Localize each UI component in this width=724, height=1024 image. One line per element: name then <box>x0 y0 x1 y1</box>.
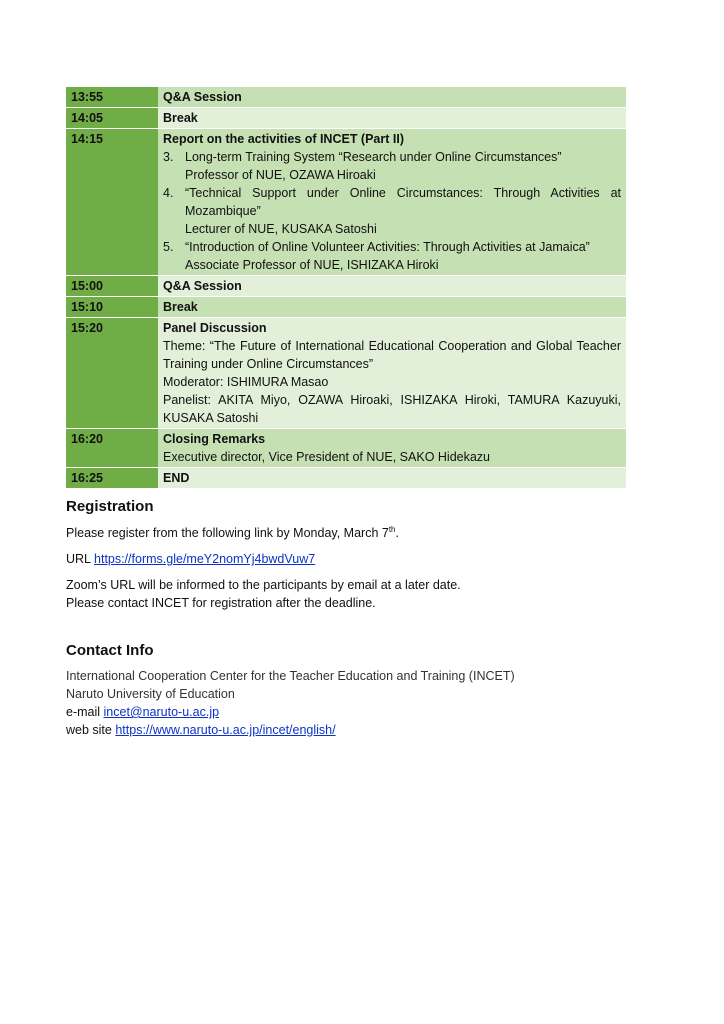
table-row <box>66 129 626 276</box>
table-row <box>66 429 626 468</box>
time-cell: 15:00 <box>66 276 158 297</box>
item-number: 5. <box>163 240 174 254</box>
item-title: Long-term Training System “Research under Online Circumstances” <box>185 150 562 164</box>
session-title: Closing Remarks <box>163 432 266 446</box>
session-cell <box>158 429 626 468</box>
email-label: e-mail <box>66 705 104 719</box>
registration-section <box>66 498 626 612</box>
table-row <box>66 87 626 108</box>
contact-university: Naruto University of Education <box>66 687 235 701</box>
url-label: URL <box>66 552 95 566</box>
session-detail: Executive director, Vice President of NUE, SAKO Hidekazu <box>163 450 491 464</box>
deadline-end: . <box>395 526 399 540</box>
item-speaker: Lecturer of NUE, KUSAKA Satoshi <box>185 222 377 236</box>
contact-section <box>66 642 626 739</box>
contact-email-line <box>66 703 626 721</box>
session-title: END <box>158 468 626 489</box>
list-item <box>163 184 621 238</box>
registration-url-line <box>66 550 626 568</box>
deadline-suffix: th <box>388 524 396 534</box>
item-number: 4. <box>163 186 174 200</box>
item-speaker: Professor of NUE, OZAWA Hiroaki <box>185 168 376 182</box>
table-row <box>66 276 626 297</box>
time-cell: 15:20 <box>66 318 158 429</box>
schedule-table <box>66 87 626 489</box>
session-cell <box>158 129 626 276</box>
contact-org: International Cooperation Center for the Teacher Education and Training (INCET) <box>66 669 515 683</box>
time-cell: 16:20 <box>66 429 158 468</box>
deadline-text: Please register from the following link by Monday, March 7 <box>66 526 389 540</box>
contact-heading: Contact Info <box>66 642 154 659</box>
session-title: Report on the activities of INCET (Part II) <box>163 132 404 146</box>
session-title: Q&A Session <box>158 276 626 297</box>
item-number: 3. <box>163 150 174 164</box>
item-title: “Technical Support under Online Circumstances: Through Activities at Mozambique” <box>185 186 621 218</box>
panel-moderator: Moderator: ISHIMURA Masao <box>163 375 329 389</box>
session-title: Panel Discussion <box>163 321 267 335</box>
session-title: Break <box>158 108 626 129</box>
session-cell <box>158 318 626 429</box>
registration-heading: Registration <box>66 498 154 515</box>
time-cell: 15:10 <box>66 297 158 318</box>
time-cell: 13:55 <box>66 87 158 108</box>
item-speaker: Associate Professor of NUE, ISHIZAKA Hiroki <box>185 258 439 272</box>
table-row <box>66 297 626 318</box>
zoom-note: Zoom’s URL will be informed to the participants by email at a later date. <box>66 578 461 592</box>
session-title: Q&A Session <box>158 87 626 108</box>
list-item <box>163 148 621 184</box>
deadline-note: Please contact INCET for registration after the deadline. <box>66 596 376 610</box>
list-item <box>163 238 621 274</box>
contact-web-line <box>66 721 626 739</box>
registration-link[interactable]: https://forms.gle/meY2nomYj4bwdVuw7 <box>94 552 316 566</box>
time-cell: 14:05 <box>66 108 158 129</box>
report-list <box>163 148 621 274</box>
item-title: “Introduction of Online Volunteer Activities: Through Activities at Jamaica” <box>185 240 590 254</box>
panel-panelists: Panelist: AKITA Miyo, OZAWA Hiroaki, ISHIZAKA Hiroki, TAMURA Kazuyuki, KUSAKA Satoshi <box>163 393 621 425</box>
table-row <box>66 468 626 489</box>
time-cell: 16:25 <box>66 468 158 489</box>
panel-theme: Theme: “The Future of International Educational Cooperation and Global Teacher Training under Online Circumstances” <box>163 339 621 371</box>
email-link[interactable]: incet@naruto-u.ac.jp <box>103 705 220 719</box>
time-cell: 14:15 <box>66 129 158 276</box>
session-title: Break <box>158 297 626 318</box>
table-row <box>66 318 626 429</box>
table-row <box>66 108 626 129</box>
registration-deadline <box>66 524 626 542</box>
web-label: web site <box>66 723 116 737</box>
website-link[interactable]: https://www.naruto-u.ac.jp/incet/english/ <box>115 723 336 737</box>
schedule-section <box>66 87 626 489</box>
